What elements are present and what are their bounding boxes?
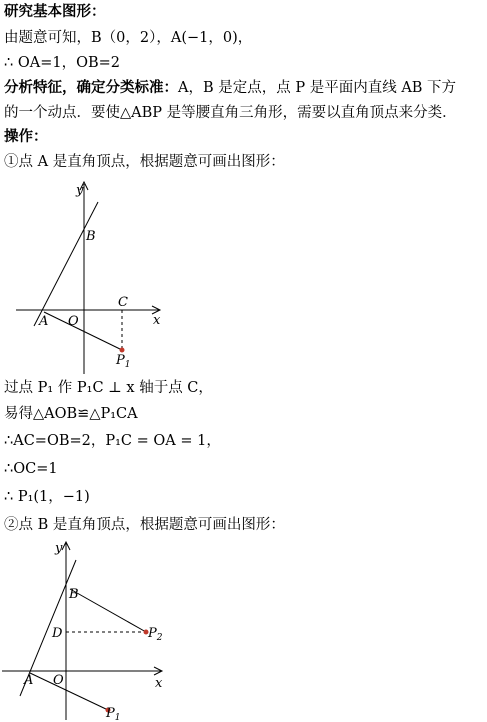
label-d: D [52,626,63,641]
point-p1-dot [120,348,125,353]
label-o: O [53,673,64,688]
label-o: O [68,314,79,329]
given-coordinates: 由题意可知，B（0，2），A(−1，0)， [4,30,253,46]
analysis-line [4,78,456,98]
operation-heading: 操作： [4,128,48,145]
label-p1: $P_1$ [116,353,131,370]
lengths-line: ∴ OA=1，OB=2 [4,55,120,71]
line-ab [34,202,98,326]
label-y: y [76,183,84,198]
proof-line-5: ∴ P₁(1，−1) [4,489,90,505]
label-a: A [39,314,49,329]
proof-line-2: 易得△AOB≌△P₁CA [4,406,138,422]
label-c: C [118,295,128,310]
segment-bp2 [70,589,146,632]
label-b: B [86,229,96,244]
label-y: y [55,541,63,556]
analysis-text: A，B 是定点，点 P 是平面内直线 AB 下方 [178,80,457,96]
figure-case-1 [10,178,170,378]
label-p2: $P_2$ [148,626,163,643]
segment-ap1 [44,312,122,350]
proof-line-1: 过点 P₁ 作 P₁C ⊥ x 轴于点 C， [4,380,213,396]
label-x: x [153,313,161,328]
analysis-label: 分析特征，确定分类标准： [4,79,178,96]
case1-title: ①点 A 是直角顶点，根据题意可画出图形： [4,154,285,170]
label-p1: $P_1$ [106,706,121,722]
proof-line-4: ∴OC=1 [4,461,58,477]
case2-title: ②点 B 是直角顶点，根据题意可画出图形： [4,517,285,533]
title-heading: 研究基本图形： [4,3,106,20]
segment-ap1 [30,673,108,710]
proof-line-3: ∴AC=OB=2，P₁C = OA = 1， [4,433,221,449]
analysis-line-2: 的一个动点．要使△ABP 是等腰直角三角形，需要以直角顶点来分类． [4,105,457,121]
label-a: A [24,673,34,688]
figure-case-2 [0,536,180,722]
label-b: B [69,587,79,602]
label-x: x [155,676,163,691]
